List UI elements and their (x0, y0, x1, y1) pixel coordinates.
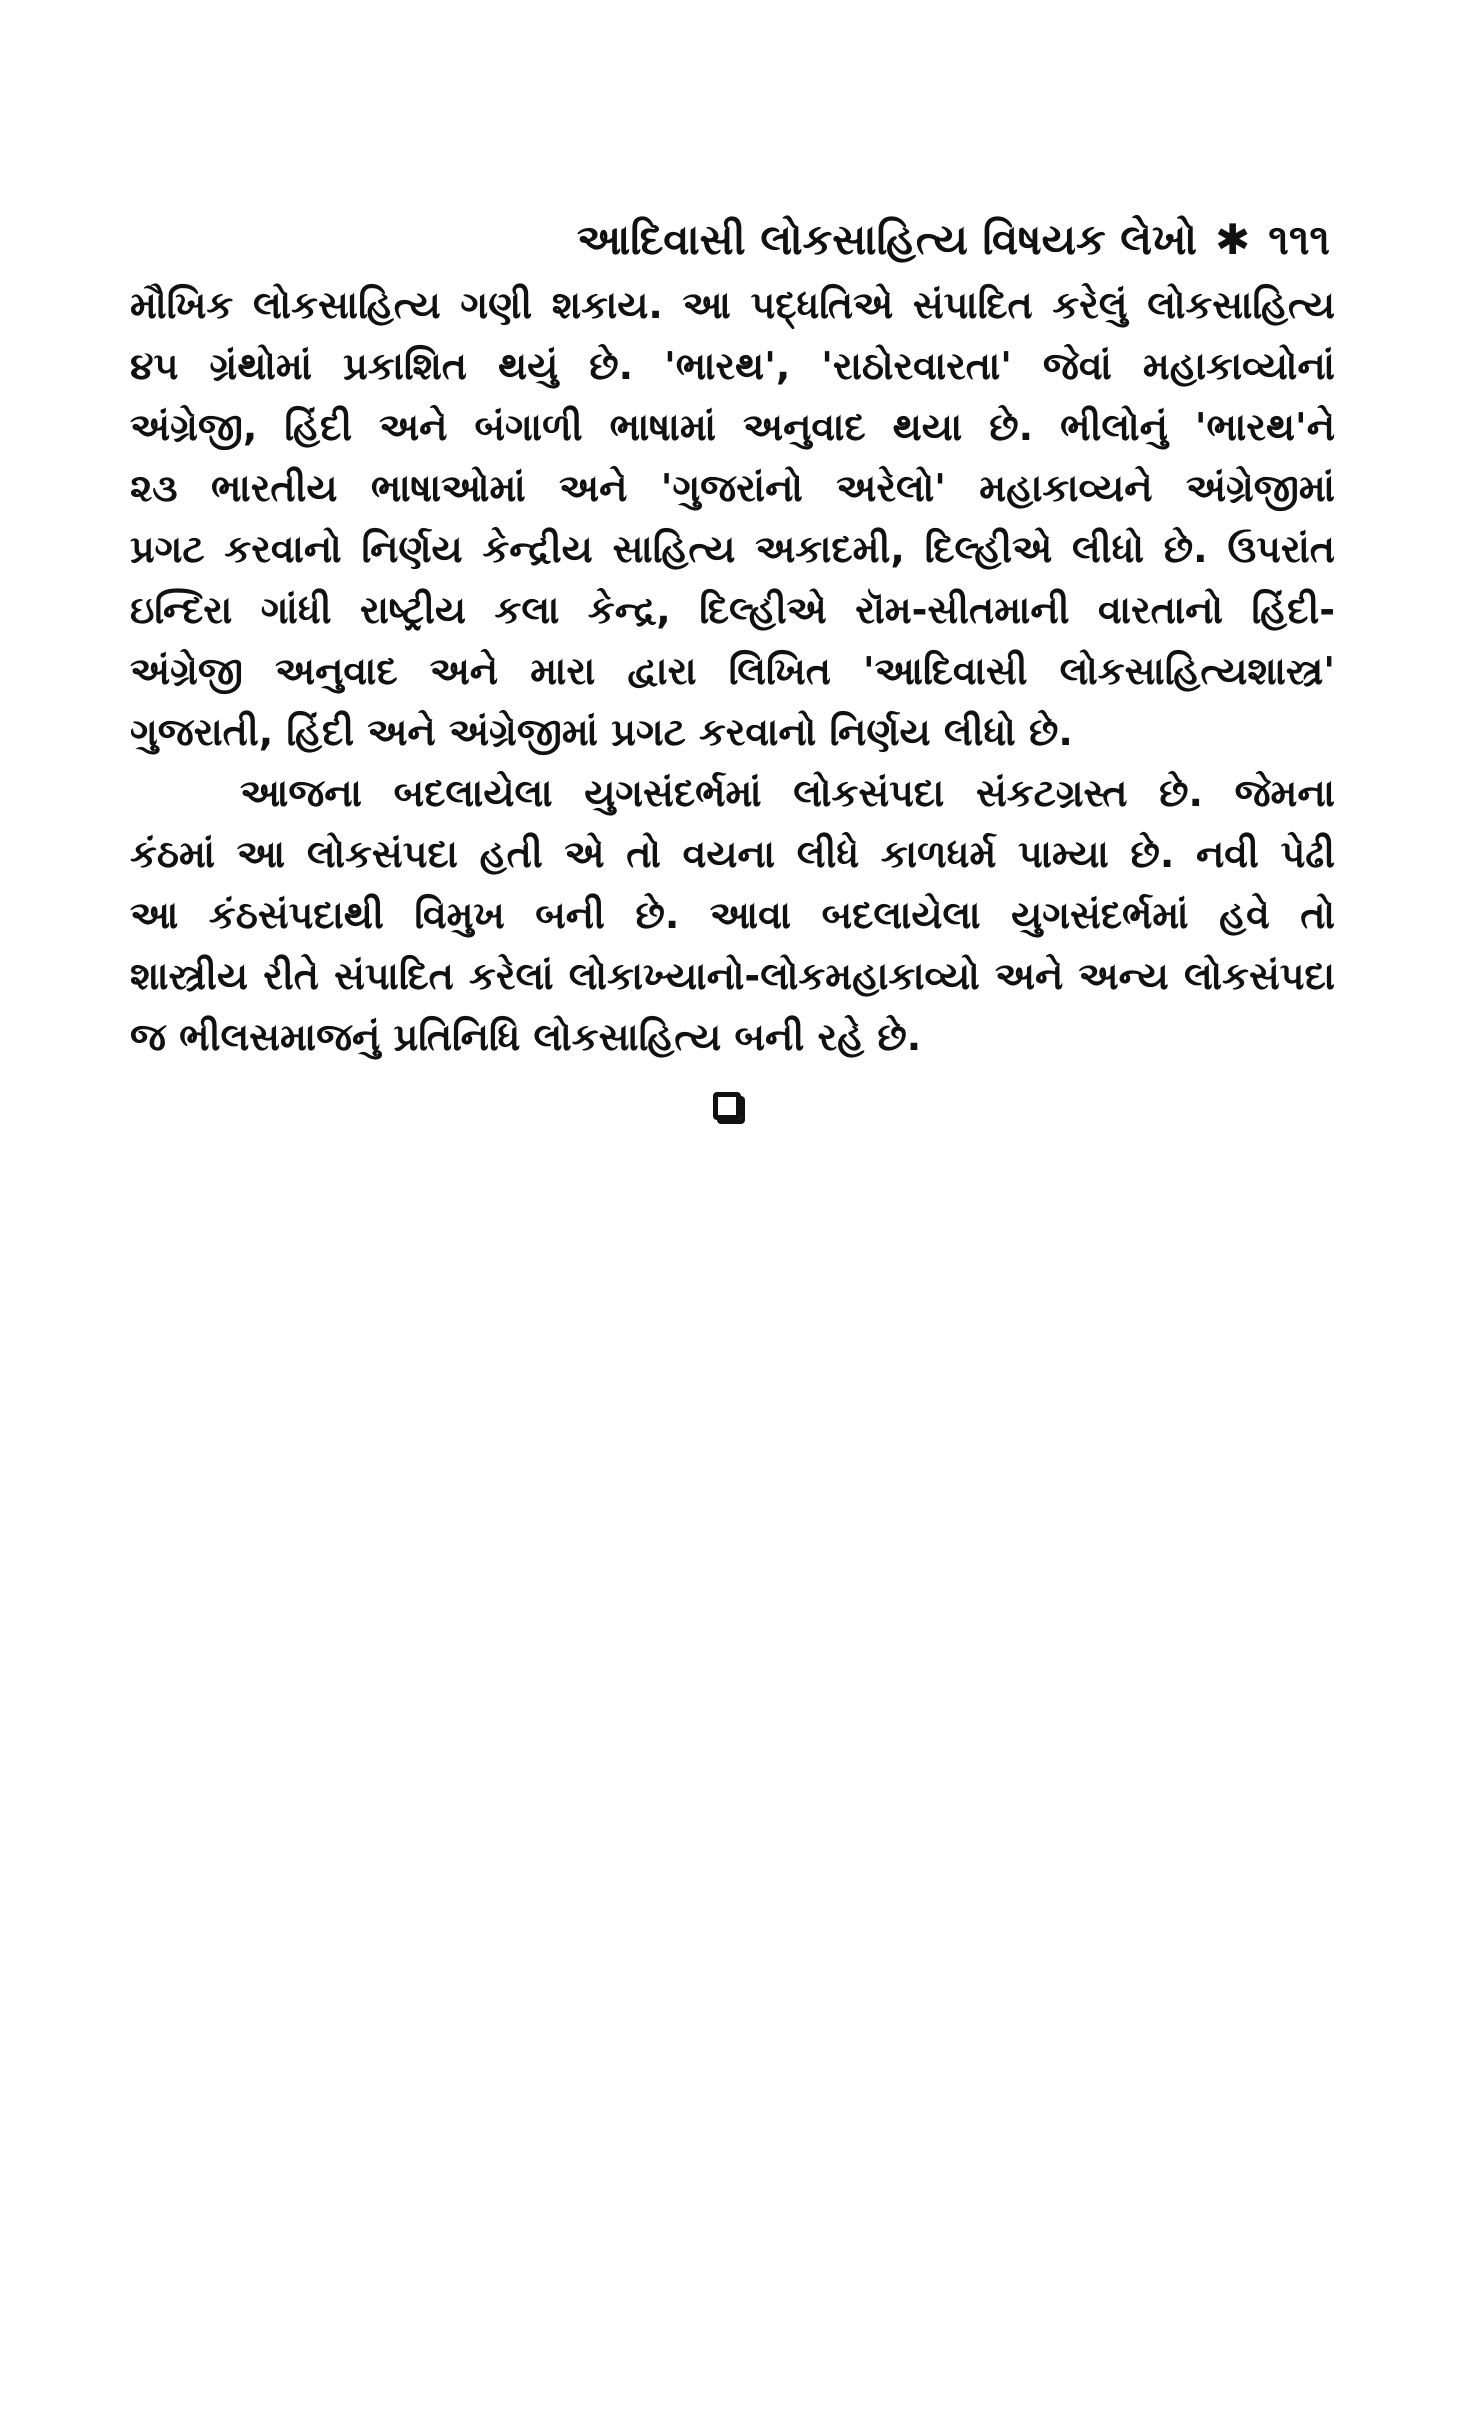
text-line: ૨૩ ભારતીય ભાષાઓમાં અને 'ગુજરાંનો અરેલો' મહાકાવ્યને અંગ્રેજીમાં (130, 466, 1335, 510)
paragraph-2 (130, 763, 1335, 1068)
text-line: આજના બદલાયેલા યુગસંદર્ભમાં લોકસંપદા સંકટગ્રસ્ત છે. જેમના (240, 771, 1335, 815)
running-header (560, 205, 1330, 275)
text-line: શાસ્ત્રીય રીતે સંપાદિત કરેલાં લોકાખ્યાનો-લોકમહાકાવ્યો અને અન્ય લોકસંપદા (130, 954, 1335, 998)
text-line: અંગ્રેજી અનુવાદ અને મારા દ્વારા લિખિત 'આદિવાસી લોકસાહિત્યશાસ્ત્ર' (130, 649, 1335, 693)
text-line: ઇન્દિરા ગાંધી રાષ્ટ્રીય કલા કેન્દ્ર, દિલ્હીએ રૉમ-સીતમાની વારતાનો હિંદી- (130, 588, 1335, 632)
header-title: આદિવાસી લોકસાહિત્ય વિષયક લેખો (576, 215, 1198, 264)
text-line: કંઠમાં આ લોકસંપદા હતી એ તો વયના લીધે કાળધર્મ પામ્યા છે. નવી પેઢી (130, 832, 1335, 876)
asterisk-separator-icon: ✱ (1215, 215, 1251, 264)
text-line: આ કંઠસંપદાથી વિમુખ બની છે. આવા બદલાયેલા યુગસંદર્ભમાં હવે તો (130, 893, 1336, 937)
text-line: ૪૫ ગ્રંથોમાં પ્રકાશિત થયું છે. 'ભારથ', 'રાઠોરવારતા' જેવાં મહાકાવ્યોનાં (130, 344, 1335, 388)
body-text (130, 275, 1335, 1068)
text-line: અંગ્રેજી, હિંદી અને બંગાળી ભાષામાં અનુવાદ થયા છે. ભીલોનું 'ભારથ'ને (130, 405, 1335, 449)
page-number: ૧૧૧ (1268, 215, 1330, 264)
text-line: ગુજરાતી, હિંદી અને અંગ્રેજીમાં પ્રગટ કરવાનો નિર્ણય લીધો છે. (130, 710, 1073, 754)
text-line: મૌખિક લોકસાહિત્ય ગણી શકાય. આ પદ્ધતિએ સંપાદિત કરેલું લોકસાહિત્ય (130, 283, 1335, 327)
paragraph-1 (130, 275, 1335, 763)
end-of-article-square-icon (713, 1092, 741, 1120)
text-line: પ્રગટ કરવાનો નિર્ણય કેન્દ્રીય સાહિત્ય અકાદમી, દિલ્હીએ લીધો છે. ઉપરાંત (130, 527, 1335, 571)
text-line: જ ભીલસમાજનું પ્રતિનિધિ લોકસાહિત્ય બની રહે છે. (130, 1015, 922, 1059)
